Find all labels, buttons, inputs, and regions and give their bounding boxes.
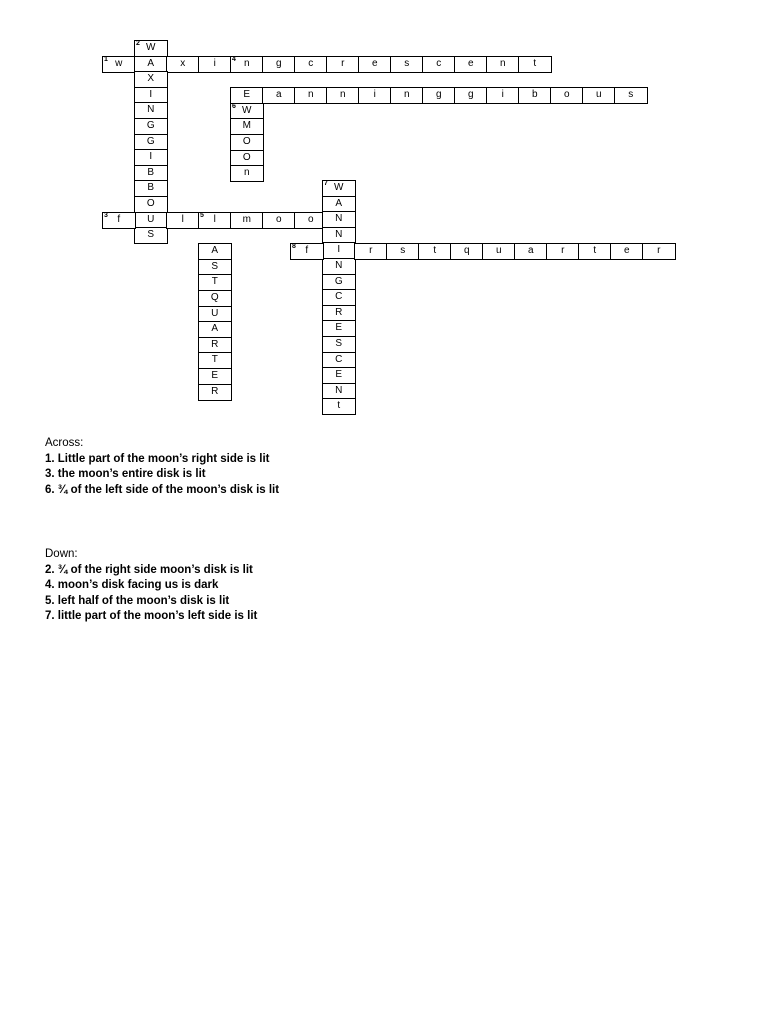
grid-cell[interactable] (166, 56, 200, 73)
grid-cell[interactable] (322, 180, 356, 197)
grid-cell[interactable] (322, 289, 356, 306)
cell-letter: M (242, 120, 251, 132)
cell-letter: Q (210, 292, 219, 303)
cell-letter: g (275, 58, 282, 69)
grid-cell[interactable] (454, 56, 488, 73)
cell-letter: N (147, 104, 155, 116)
crossword-grid (0, 0, 768, 420)
grid-cell[interactable] (390, 56, 424, 73)
cell-letter: W (242, 104, 252, 116)
grid-cell[interactable] (262, 212, 296, 229)
cell-letter: A (147, 58, 155, 69)
down-heading: Down: (45, 548, 78, 560)
grid-cell[interactable] (322, 211, 356, 228)
grid-cell[interactable] (198, 321, 232, 338)
cell-letter: u (495, 245, 502, 256)
cell-letter: W (146, 42, 156, 53)
cell-letter: S (335, 338, 343, 349)
grid-cell[interactable] (294, 87, 328, 104)
cell-letter: g (467, 89, 474, 101)
cell-letter: x (180, 58, 186, 69)
cell-letter: u (595, 89, 602, 101)
cell-letter: I (337, 244, 341, 256)
cell-letter: s (400, 245, 406, 256)
across-clue-6: 6. ¾ of the left side of the moon’s disk is lit (45, 483, 280, 496)
cell-letter: l (213, 214, 216, 225)
cell-letter: A (211, 323, 219, 335)
cell-letter: a (275, 89, 282, 101)
down-clue-2: 2. ¾ of the right side moon’s disk is lit (45, 563, 253, 576)
cell-letter: e (371, 58, 378, 69)
grid-cell[interactable] (198, 306, 232, 323)
clue-number: 1 (104, 56, 108, 63)
cell-letter: N (335, 260, 343, 271)
grid-cell[interactable] (390, 87, 424, 104)
cell-letter: c (436, 58, 442, 69)
cell-letter: C (335, 353, 343, 365)
grid-cell[interactable] (230, 134, 264, 151)
cell-letter: S (147, 229, 155, 241)
grid-cell[interactable] (134, 212, 168, 229)
grid-cell[interactable] (322, 336, 356, 353)
grid-cell[interactable] (230, 165, 264, 182)
clue-number: 5 (200, 212, 204, 219)
cell-letter: f (305, 245, 309, 256)
grid-cell[interactable] (358, 56, 392, 73)
grid-cell[interactable] (134, 102, 168, 119)
cell-letter: i (213, 58, 216, 69)
cell-letter: r (369, 245, 373, 256)
cell-letter: e (623, 245, 630, 256)
grid-cell[interactable] (134, 180, 168, 197)
grid-cell[interactable] (134, 165, 168, 182)
cell-letter: U (147, 213, 155, 225)
grid-cell[interactable] (102, 56, 136, 73)
down-clue-5: 5. left half of the moon’s disk is lit (45, 594, 230, 607)
grid-cell[interactable] (514, 243, 548, 260)
grid-cell[interactable] (642, 243, 676, 260)
clue-number: 8 (292, 243, 296, 250)
grid-cell[interactable] (230, 87, 264, 104)
grid-cell[interactable] (198, 352, 232, 369)
grid-cell[interactable] (486, 56, 520, 73)
grid-cell[interactable] (290, 243, 324, 260)
grid-cell[interactable] (578, 243, 612, 260)
grid-cell[interactable] (322, 352, 356, 369)
cell-letter: I (149, 151, 153, 163)
cell-letter: i (501, 89, 504, 101)
cell-letter: r (657, 245, 661, 256)
cell-letter: n (307, 89, 314, 101)
cell-letter: q (463, 245, 470, 256)
cell-letter: n (499, 58, 506, 69)
cell-letter: E (243, 89, 251, 101)
grid-cell[interactable] (614, 87, 648, 104)
grid-cell[interactable] (322, 398, 356, 415)
cell-letter: n (243, 58, 250, 69)
cell-letter: o (563, 89, 570, 101)
cell-letter: i (373, 89, 376, 101)
cell-letter: b (531, 89, 538, 101)
clue-number: 4 (232, 56, 236, 63)
grid-cell[interactable] (358, 87, 392, 104)
grid-cell[interactable] (322, 305, 356, 322)
grid-cell[interactable] (322, 196, 356, 213)
grid-cell[interactable] (546, 243, 580, 260)
grid-cell[interactable] (134, 87, 168, 104)
grid-cell[interactable] (322, 274, 356, 291)
grid-cell[interactable] (166, 212, 200, 229)
cell-letter: t (593, 245, 597, 256)
grid-cell[interactable] (354, 243, 388, 260)
across-clue-3: 3. the moon’s entire disk is lit (45, 468, 206, 480)
grid-cell[interactable] (134, 118, 168, 135)
clue-number: 3 (104, 212, 108, 219)
grid-cell[interactable] (518, 87, 552, 104)
cell-letter: o (307, 214, 314, 225)
grid-cell[interactable] (610, 243, 644, 260)
cell-letter: n (403, 89, 410, 101)
cell-letter: g (435, 89, 442, 101)
grid-cell[interactable] (198, 384, 232, 401)
cell-letter: R (211, 385, 219, 397)
cell-letter: S (211, 260, 219, 272)
cell-letter: R (335, 306, 343, 318)
grid-cell[interactable] (422, 87, 456, 104)
cell-letter: U (211, 307, 219, 319)
grid-cell[interactable] (198, 212, 232, 229)
grid-cell[interactable] (198, 56, 232, 73)
cell-letter: O (242, 151, 251, 163)
across-clues (45, 436, 279, 498)
grid-cell[interactable] (322, 367, 356, 384)
cell-letter: c (308, 58, 314, 69)
down-clues (45, 547, 257, 625)
grid-cell[interactable] (486, 87, 520, 104)
cell-letter: R (211, 338, 219, 350)
cell-letter: m (242, 214, 251, 225)
cell-letter: N (335, 213, 343, 225)
grid-cell[interactable] (386, 243, 420, 260)
grid-cell[interactable] (322, 320, 356, 337)
grid-cell[interactable] (230, 56, 264, 73)
cell-letter: E (335, 322, 343, 334)
grid-cell[interactable] (198, 337, 232, 354)
grid-cell[interactable] (482, 243, 516, 260)
grid-cell[interactable] (102, 212, 136, 229)
grid-cell[interactable] (550, 87, 584, 104)
grid-cell[interactable] (230, 103, 264, 120)
cell-letter: G (146, 120, 155, 131)
cell-letter: r (341, 58, 345, 69)
grid-cell[interactable] (198, 243, 232, 260)
cell-letter: n (243, 167, 250, 179)
cell-letter: B (147, 166, 155, 178)
cell-letter: N (335, 228, 343, 240)
grid-cell[interactable] (582, 87, 616, 104)
grid-cell[interactable] (134, 149, 168, 166)
cell-letter: T (211, 276, 218, 288)
grid-cell[interactable] (418, 243, 452, 260)
down-clue-4: 4. moon’s disk facing us is dark (45, 579, 219, 591)
cell-letter: C (335, 291, 343, 303)
cell-letter: A (335, 197, 343, 209)
grid-cell[interactable] (262, 56, 296, 73)
grid-cell[interactable] (322, 258, 356, 275)
down-clue-7: 7. little part of the moon’s left side is lit (45, 610, 258, 622)
across-heading: Across: (45, 437, 84, 449)
grid-cell[interactable] (322, 227, 356, 244)
cell-letter: E (211, 370, 219, 381)
grid-cell[interactable] (326, 56, 360, 73)
cell-letter: t (533, 58, 537, 69)
grid-cell[interactable] (134, 40, 168, 57)
grid-cell[interactable] (322, 383, 356, 400)
cell-letter: a (527, 245, 534, 256)
across-clue-1: 1. Little part of the moon’s right side is lit (45, 452, 270, 465)
grid-cell[interactable] (230, 150, 264, 167)
grid-cell[interactable] (134, 196, 168, 213)
cell-letter: G (146, 135, 155, 147)
grid-cell[interactable] (198, 290, 232, 307)
cell-letter: O (146, 198, 155, 209)
grid-cell[interactable] (134, 71, 168, 88)
grid-cell[interactable] (198, 368, 232, 385)
grid-cell[interactable] (230, 118, 264, 135)
grid-cell[interactable] (518, 56, 552, 73)
cell-letter: A (211, 245, 219, 257)
cell-letter: t (337, 400, 341, 412)
cell-letter: E (335, 369, 343, 381)
grid-cell[interactable] (230, 212, 264, 229)
grid-cell[interactable] (322, 242, 356, 259)
cell-letter: B (147, 182, 155, 194)
cell-letter: f (117, 214, 121, 225)
cell-letter: T (211, 354, 218, 366)
cell-letter: I (149, 88, 153, 100)
grid-cell[interactable] (422, 56, 456, 73)
cell-letter: X (147, 73, 155, 85)
grid-cell[interactable] (198, 259, 232, 276)
cell-letter: t (433, 245, 437, 256)
grid-cell[interactable] (262, 87, 296, 104)
cell-letter: G (334, 275, 343, 287)
cell-letter: e (467, 58, 474, 69)
clue-number: 6 (232, 102, 236, 110)
cell-letter: W (334, 182, 344, 193)
cell-letter: O (242, 136, 251, 147)
clue-number: 7 (324, 180, 328, 187)
cell-letter: l (181, 214, 184, 225)
grid-cell[interactable] (198, 274, 232, 291)
cell-letter: s (628, 89, 634, 101)
grid-cell[interactable] (450, 243, 484, 260)
cell-letter: N (335, 384, 343, 396)
clue-number: 2 (136, 40, 140, 47)
grid-cell[interactable] (454, 87, 488, 104)
grid-cell[interactable] (134, 134, 168, 151)
cell-letter: r (561, 245, 565, 256)
cell-letter: o (275, 214, 282, 225)
cell-letter: n (339, 89, 346, 101)
cell-letter: s (404, 58, 410, 69)
grid-cell[interactable] (294, 56, 328, 73)
grid-cell[interactable] (134, 227, 168, 244)
grid-cell[interactable] (326, 87, 360, 104)
cell-letter: w (115, 58, 123, 69)
